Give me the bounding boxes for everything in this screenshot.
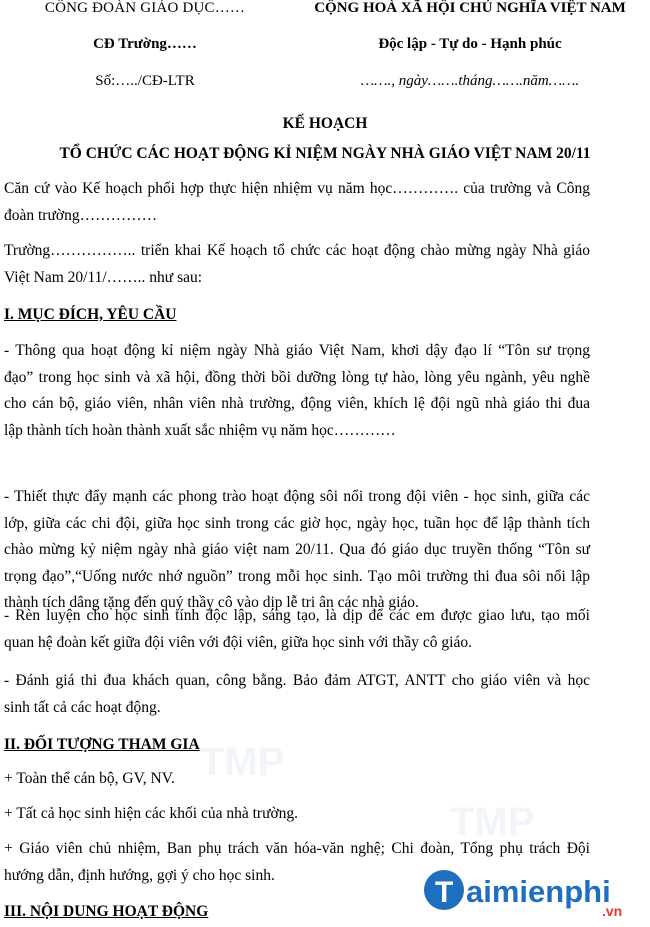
text-line: - Thông qua hoạt động kỉ niệm ngày Nhà giáo Việt Nam, khơi dậy đạo lí “Tôn sư trọng [4, 342, 590, 359]
brand-watermark [420, 862, 640, 922]
section-heading: III. NỘI DUNG HOẠT ĐỘNG [4, 903, 209, 920]
text-line: đạo” trong học sinh và xã hội, đồng thời bồi dưỡng lòng tự hào, lòng yêu ngành, yêu nghề [4, 368, 590, 386]
document-subtitle: TỔ CHỨC CÁC HOẠT ĐỘNG KỈ NIỆM NGÀY NHÀ GIÁO VIỆT NAM 20/11 [59, 145, 591, 162]
text-line: sinh tất cả các hoạt động. [4, 698, 161, 716]
text-line: + Toàn thể cán bộ, GV, NV. [4, 770, 175, 787]
section-heading: II. ĐỐI TƯỢNG THAM GIA [4, 736, 200, 753]
text-line: - Rèn luyện cho học sinh tính độc lập, sáng tạo, là dịp để các em được giao lưu, tạo mối [4, 607, 590, 624]
watermark-ghost-text: TMP [450, 800, 535, 844]
text-line: quan hệ đoàn kết giữa đội viên với đội viên, giữa học sinh với thầy cô giáo. [4, 633, 472, 651]
text-line: Việt Nam 20/11/…….. như sau: [4, 268, 203, 286]
logo-brand-text: aimienphi [466, 874, 611, 909]
text-line: + Giáo viên chủ nhiệm, Ban phụ trách văn hóa-văn nghệ; Chi đoàn, Tổng phụ trách Đội [4, 840, 590, 857]
section1-paragraph [4, 603, 590, 656]
text-line: Căn cứ vào Kế hoạch phối hợp thực hiện nhiệm vụ năm học…………. của trường và Công [4, 180, 590, 197]
text-line: đoàn trường…………… [4, 206, 158, 224]
text-line: hướng dẫn, định hướng, gợi ý cho học sinh. [4, 866, 275, 884]
logo-initial: T [435, 876, 454, 909]
document-number: Số:…../CĐ-LTR [95, 73, 195, 89]
section1-paragraph [4, 668, 590, 721]
intro-paragraph [4, 176, 590, 229]
date-line: ……., ngày…….tháng…….năm……. [360, 73, 580, 89]
text-line: lớp, giữa các chi đội, giữa học sinh trong các giờ học, ngày học, tuần học để lập thành tích [4, 514, 590, 532]
section1-paragraph [4, 484, 590, 617]
text-line: - Đánh giá thi đua khách quan, công bằng. Bảo đảm ATGT, ANTT cho giáo viên và học [4, 672, 590, 689]
list-item [4, 766, 590, 793]
watermark-ghost-text: TMP [200, 740, 285, 784]
text-line: Trường…………….. triển khai Kế hoạch tổ chức các hoạt động chào mừng ngày Nhà giáo [4, 242, 590, 259]
text-line: - Thiết thực đẩy mạnh các phong trào hoạt động sôi nổi trong đội viên - học sinh, giữa các [4, 488, 590, 505]
text-line: chào mừng kỷ niệm ngày nhà giáo việt nam 20/11. Qua đó giáo dục truyền thống “Tôn sư [4, 541, 590, 558]
school-name: CĐ Trường…… [93, 36, 197, 52]
list-item [4, 801, 590, 828]
text-line: + Tất cả học sinh hiện các khối của nhà trường. [4, 805, 299, 822]
text-line: cho cán bộ, giáo viên, nhân viên nhà trường, động viên, khích lệ đội ngũ nhà giáo thi đua [4, 395, 590, 412]
text-line: trọng đạo”,“Uống nước nhớ nguồn” trong mỗi học sinh. Tạo môi trường thi đua sôi nổi lập [4, 567, 590, 585]
section-heading: I. MỤC ĐÍCH, YÊU CẦU [4, 306, 177, 323]
text-line: thành tích dâng tặng đến quý thầy cô vào dịp lễ tri ân các nhà giáo. [4, 594, 419, 611]
nation-name: CỘNG HOÀ XÃ HỘI CHỦ NGHĨA VIỆT NAM [314, 0, 626, 16]
intro-paragraph [4, 238, 590, 291]
document-title: KẾ HOẠCH [282, 115, 368, 132]
brand-logo-icon [420, 862, 640, 922]
section1-paragraph [4, 338, 590, 444]
text-line: lập thành tích hoàn thành xuất sắc nhiệm vụ năm học………… [4, 421, 396, 439]
union-name: CÔNG ĐOÀN GIÁO DỤC…… [44, 0, 246, 16]
national-motto: Độc lập - Tự do - Hạnh phúc [378, 36, 562, 52]
logo-domain-text: .vn [602, 903, 623, 919]
